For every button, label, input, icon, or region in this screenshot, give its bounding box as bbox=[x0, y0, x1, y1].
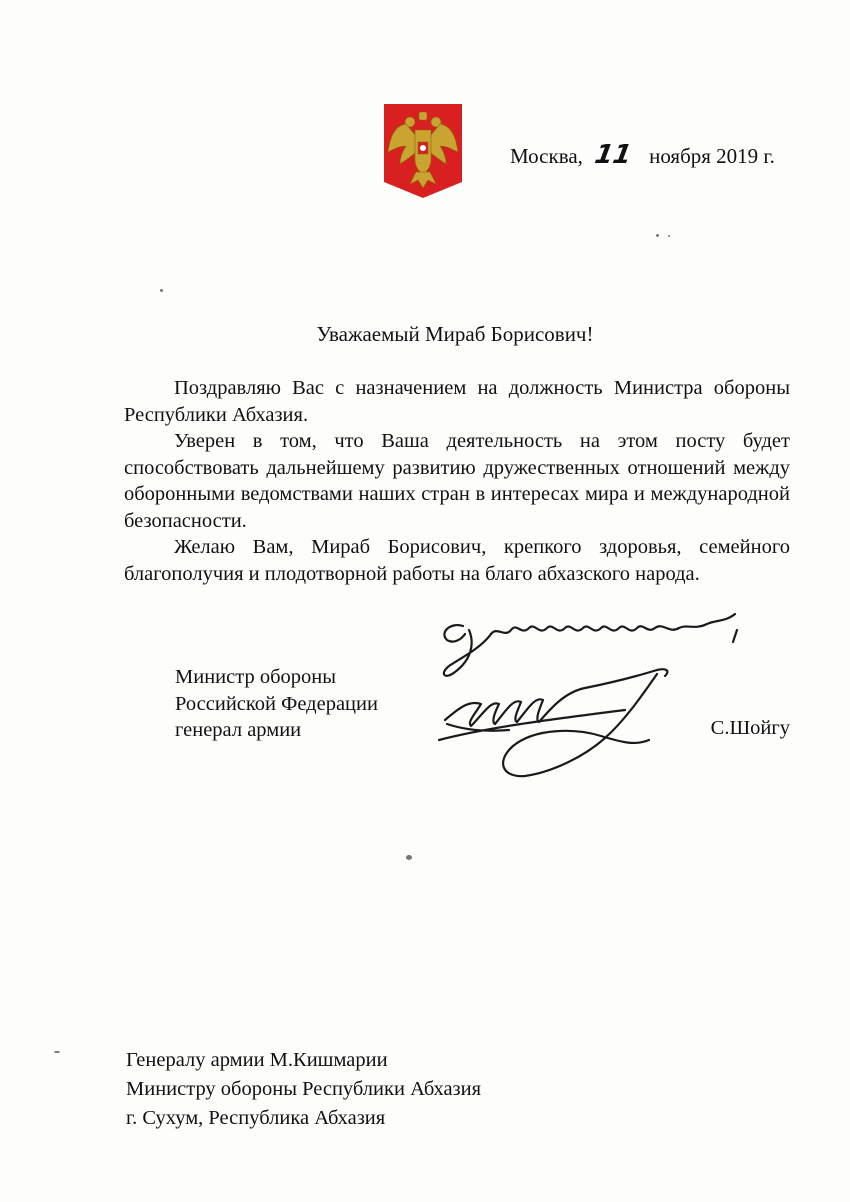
signatory-title bbox=[175, 664, 378, 744]
paragraph: Желаю Вам, Мираб Борисович, крепкого здоровья, семейного благополучия и плодотворной работы на благо абхазского народа. bbox=[124, 536, 790, 585]
handwritten-signature bbox=[425, 600, 755, 790]
letter-body bbox=[124, 375, 790, 587]
scan-speck bbox=[406, 855, 412, 860]
city-label: Москва, bbox=[510, 144, 583, 168]
handwritten-day: 11 bbox=[592, 140, 634, 170]
paragraph: Поздравляю Вас с назначением на должность Министра обороны Республики Абхазия. bbox=[124, 377, 790, 426]
month-year: ноября 2019 г. bbox=[649, 144, 775, 168]
scan-speck bbox=[54, 1051, 60, 1053]
addressee-block bbox=[126, 1046, 481, 1133]
salutation: Уважаемый Мираб Борисович! bbox=[316, 322, 594, 346]
paragraph: Уверен в том, что Ваша деятельность на этом посту будет способствовать дальнейшему развитию дружественных отношений между оборонными ведомствами наших стран в интересах мира и международной безопасности. bbox=[124, 430, 790, 532]
scan-speck bbox=[656, 234, 659, 237]
russian-coat-of-arms-icon bbox=[382, 102, 464, 200]
scan-speck bbox=[668, 235, 670, 237]
scan-speck bbox=[160, 289, 163, 292]
signatory-name: С.Шойгу bbox=[710, 717, 790, 739]
signatory-title-line: генерал армии bbox=[175, 719, 302, 741]
addressee-line: Министру обороны Республики Абхазия bbox=[126, 1078, 482, 1100]
addressee-line: Генералу армии М.Кишмарии bbox=[126, 1049, 388, 1071]
addressee-line: г. Сухум, Республика Абхазия bbox=[126, 1107, 386, 1129]
signatory-title-line: Министр обороны bbox=[175, 666, 336, 688]
date-line bbox=[510, 140, 775, 170]
signatory-title-line: Российской Федерации bbox=[175, 692, 378, 715]
